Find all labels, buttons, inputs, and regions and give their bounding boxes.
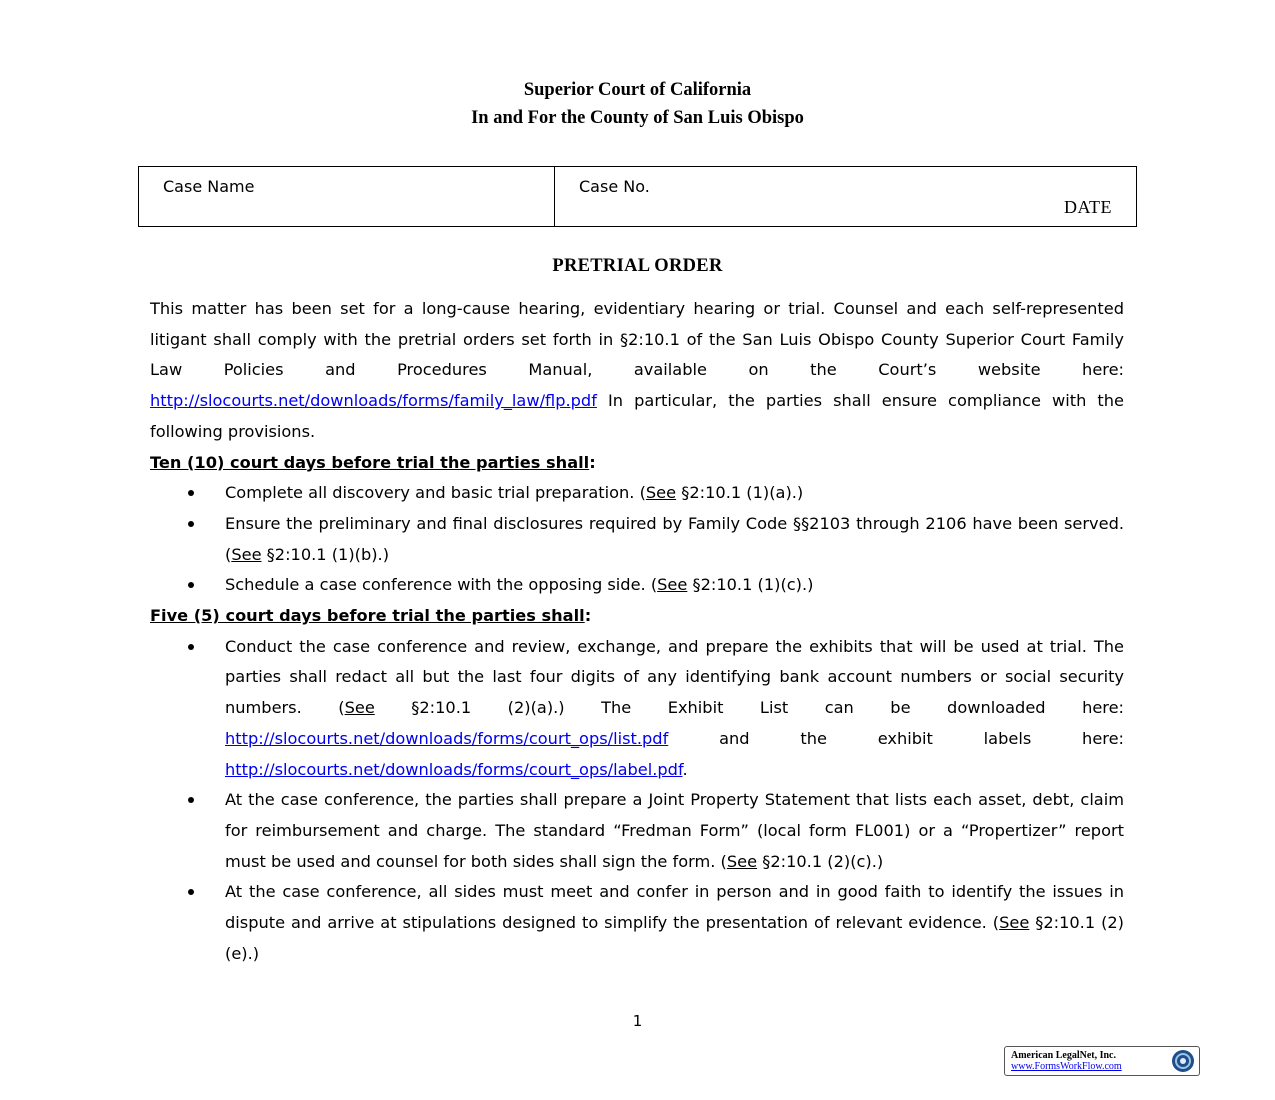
- globe-icon: [1171, 1049, 1195, 1073]
- intro-text: This matter has been set for a long-cause hearing, evidentiary hearing or trial. Counsel and each self-represented litigant shall comply with the pretrial orders set forth in §2:10.1 of the San Luis Obispo County Superior Court Family Law Policies and Procedures Manual, available on the Court’s website here:: [150, 299, 1124, 380]
- section-heading-text: Five (5) court days before trial the parties shall: [150, 606, 585, 626]
- flp-manual-link[interactable]: http://slocourts.net/downloads/forms/family_law/flp.pdf: [150, 391, 597, 411]
- list-item: Schedule a case conference with the opposing side. (See §2:10.1 (1)(c).): [150, 570, 1124, 601]
- logo-website-link[interactable]: www.FormsWorkFlow.com: [1011, 1061, 1122, 1072]
- list-item: Ensure the preliminary and final disclosures required by Family Code §§2103 through 2106 have been served. (See §2:10.1 (1)(b).): [150, 509, 1124, 570]
- exhibit-labels-link[interactable]: http://slocourts.net/downloads/forms/court_ops/label.pdf: [225, 759, 683, 779]
- page-number: 1: [632, 1012, 643, 1030]
- county-name: In and For the County of San Luis Obispo: [471, 108, 804, 128]
- page-title: PRETRIAL ORDER: [552, 256, 723, 276]
- logo-company-name: American LegalNet, Inc.: [1011, 1050, 1116, 1061]
- list-item: At the case conference, the parties shall prepare a Joint Property Statement that lists each asset, debt, claim for reimbursement and charge. The standard “Fredman Form” (local form FL001) or a “Propertizer” report must be used and counsel for both sides shall sign the form. (See §2:10.1 (2)(c).): [150, 785, 1124, 877]
- list-item: Complete all discovery and basic trial preparation. (See §2:10.1 (1)(a).): [150, 478, 1124, 509]
- american-legalnet-logo[interactable]: [1004, 1046, 1200, 1076]
- case-info-table: [138, 166, 1137, 227]
- list-item: At the case conference, all sides must meet and confer in person and in good faith to identify the issues in dispute and arrive at stipulations designed to simplify the presentation of relevant evidence. (See §2:10.1 (2)(e).): [150, 877, 1124, 969]
- section-heading-text: Ten (10) court days before trial the parties shall: [150, 452, 590, 472]
- section-five-days-list: [150, 632, 1124, 970]
- section-ten-days-heading: Ten (10) court days before trial the parties shall:: [150, 452, 596, 472]
- case-no-label: Case No.: [579, 177, 650, 196]
- section-five-days-heading: Five (5) court days before trial the parties shall:: [150, 606, 592, 626]
- court-name: Superior Court of California: [523, 80, 752, 100]
- intro-text-end: In particular, the parties shall ensure compliance with the following provisions.: [150, 391, 1124, 441]
- exhibit-list-link[interactable]: http://slocourts.net/downloads/forms/court_ops/list.pdf: [225, 728, 669, 748]
- section-ten-days-list: [150, 478, 1124, 601]
- list-item: Conduct the case conference and review, exchange, and prepare the exhibits that will be used at trial. The parties shall redact all but the last four digits of any identifying bank account numbers or social security numbers. (See §2:10.1 (2)(a).) The Exhibit List can be downloaded here: http://slocourts.net/downloads/forms/court_ops/list.pdf and the exhibit labels here: http://slocourts.net/downloads/forms/court_ops/label.pdf.: [150, 632, 1124, 786]
- table-divider: [554, 167, 555, 226]
- document-body: [150, 294, 1124, 969]
- case-name-label: Case Name: [163, 177, 255, 196]
- date-label: DATE: [1064, 197, 1112, 217]
- intro-paragraph: [150, 294, 1124, 448]
